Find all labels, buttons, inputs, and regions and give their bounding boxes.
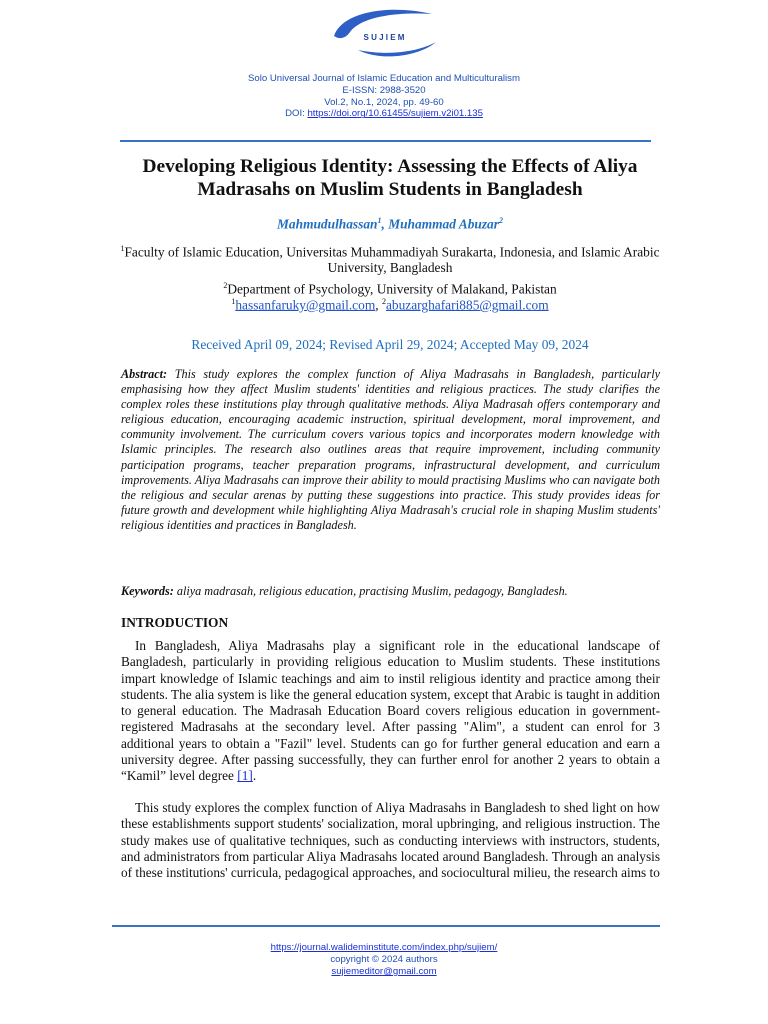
author-1-sup: 1	[377, 216, 382, 225]
intro-p2-text: This study explores the complex function of Aliya Madrasahs in Bangladesh to shed light on how these establishments support students' socialization, moral upbringing, and religious instruction. The study makes use of qualitative techniques, such as conducting interviews with instructors, students, and administrators from particular Aliya Madrasahs located around Bangladesh. Through an analysis of these institutions' curricula, pedagogical approaches, and sociocultural milieu, the research aims to	[121, 800, 660, 881]
paper-title	[100, 155, 680, 201]
doi-label: DOI:	[285, 108, 308, 120]
author-2: Muhammad Abuzar	[388, 216, 499, 232]
email-separator: ,	[375, 297, 382, 313]
journal-eissn: E-ISSN: 2988-3520	[342, 84, 426, 96]
affiliation-1	[120, 241, 660, 276]
affiliation-1-text: Faculty of Islamic Education, Universitas Muhammadiyah Surakarta, Indonesia, and Islamic Arabic University, Bangladesh	[124, 244, 660, 276]
keywords	[121, 584, 660, 599]
title-line-1: Developing Religious Identity: Assessing the Effects of Aliya	[142, 156, 638, 177]
abstract-text: This study explores the complex function of Aliya Madrasahs in Bangladesh, particularly emphasising how they affect Muslim students' identities and religious practices. The study clarifies the complex roles these institutions play through qualitative methods. Aliya Madrasah offers contemporary and religious education, encouraging academic instruction, spiritual development, moral improvement, and community involvement. The curriculum covers various topics and incorporates modern knowledge with Islamic principles. The research also outlines areas that require improvement, including community participation programs, teacher preparation programs, infrastructural development, and curriculum improvements. Aliya Madrasahs can improve their ability to mould practising Muslims who can navigate both the religious and secular arenas by putting these suggestions into practice. This study provides ideas for future growth and development while highlighting Aliya Madrasah's crucial role in shaping Muslim students' religious identities and practices in Bangladesh.	[121, 367, 660, 532]
affiliation-2-text: Department of Psychology, University of Malakand, Pakistan	[227, 281, 557, 297]
footer-copyright: copyright © 2024 authors	[330, 954, 438, 965]
email-1-sup: 1	[231, 297, 236, 306]
email-2-sup: 2	[381, 297, 386, 306]
email-2-link[interactable]: abuzarghafari885@gmail.com	[385, 297, 549, 313]
intro-p1-end: .	[252, 768, 257, 784]
keywords-label: Keywords:	[121, 584, 174, 598]
affiliation-2-sup: 2	[223, 281, 228, 290]
introduction-paragraph-2	[121, 800, 660, 881]
title-line-2: Madrasahs on Muslim Students in Bangladesh	[197, 179, 583, 200]
journal-doi	[0, 108, 768, 120]
intro-p1-text: In Bangladesh, Aliya Madrasahs play a significant role in the educational landscape of Bangladesh, particularly in providing religious education to Muslim students. These institutions impart knowledge of Islamic teachings and aim to instil religious identity and practice among their students. The alia system is like the general education system, except that Arabic is taught in addition to general education. The Madrasah Education Board covers religious education in government-registered Madrasahs at the secondary level. After passing "Alim", a student can enrol for 3 additional years to obtain a "Fazil" level. Students can go for further general education and earn a university degree. After passing successfully, they can further enrol for another 2 years to obtain a “Kamil” level degree	[121, 638, 660, 784]
page-footer	[0, 942, 768, 978]
footer-journal-link[interactable]: https://journal.walideminstitute.com/index.php/sujiem/	[270, 942, 498, 953]
author-separator: ,	[381, 216, 389, 232]
section-heading-introduction: INTRODUCTION	[121, 615, 229, 630]
email-1-link[interactable]: hassanfaruky@gmail.com	[235, 297, 376, 313]
journal-volume: Vol.2, No.1, 2024, pp. 49-60	[324, 96, 444, 108]
abstract	[121, 367, 660, 533]
journal-name: Solo Universal Journal of Islamic Education and Multiculturalism	[248, 73, 520, 84]
author-2-sup: 2	[498, 216, 503, 225]
doi-link[interactable]: https://doi.org/10.61455/sujiem.v2i01.135	[307, 108, 483, 120]
citation-link-1[interactable]: [1]	[237, 768, 253, 784]
header-rule	[120, 140, 651, 142]
author-emails	[120, 294, 660, 313]
footer-rule	[112, 925, 660, 927]
footer-email-link[interactable]: sujiemeditor@gmail.com	[331, 966, 437, 977]
author-1: Mahmudulhassan	[277, 216, 378, 232]
abstract-label: Abstract:	[121, 367, 168, 381]
logo-text: S U J I E M	[363, 33, 405, 42]
publication-dates: Received April 09, 2024; Revised April 29, 2024; Accepted May 09, 2024	[191, 337, 589, 352]
introduction-paragraph-1	[121, 638, 660, 785]
affiliation-1-sup: 1	[120, 244, 125, 253]
journal-logo	[328, 6, 440, 62]
keywords-text: aliya madrasah, religious education, practising Muslim, pedagogy, Bangladesh.	[173, 584, 568, 598]
journal-meta	[0, 73, 768, 120]
author-list	[0, 216, 768, 232]
